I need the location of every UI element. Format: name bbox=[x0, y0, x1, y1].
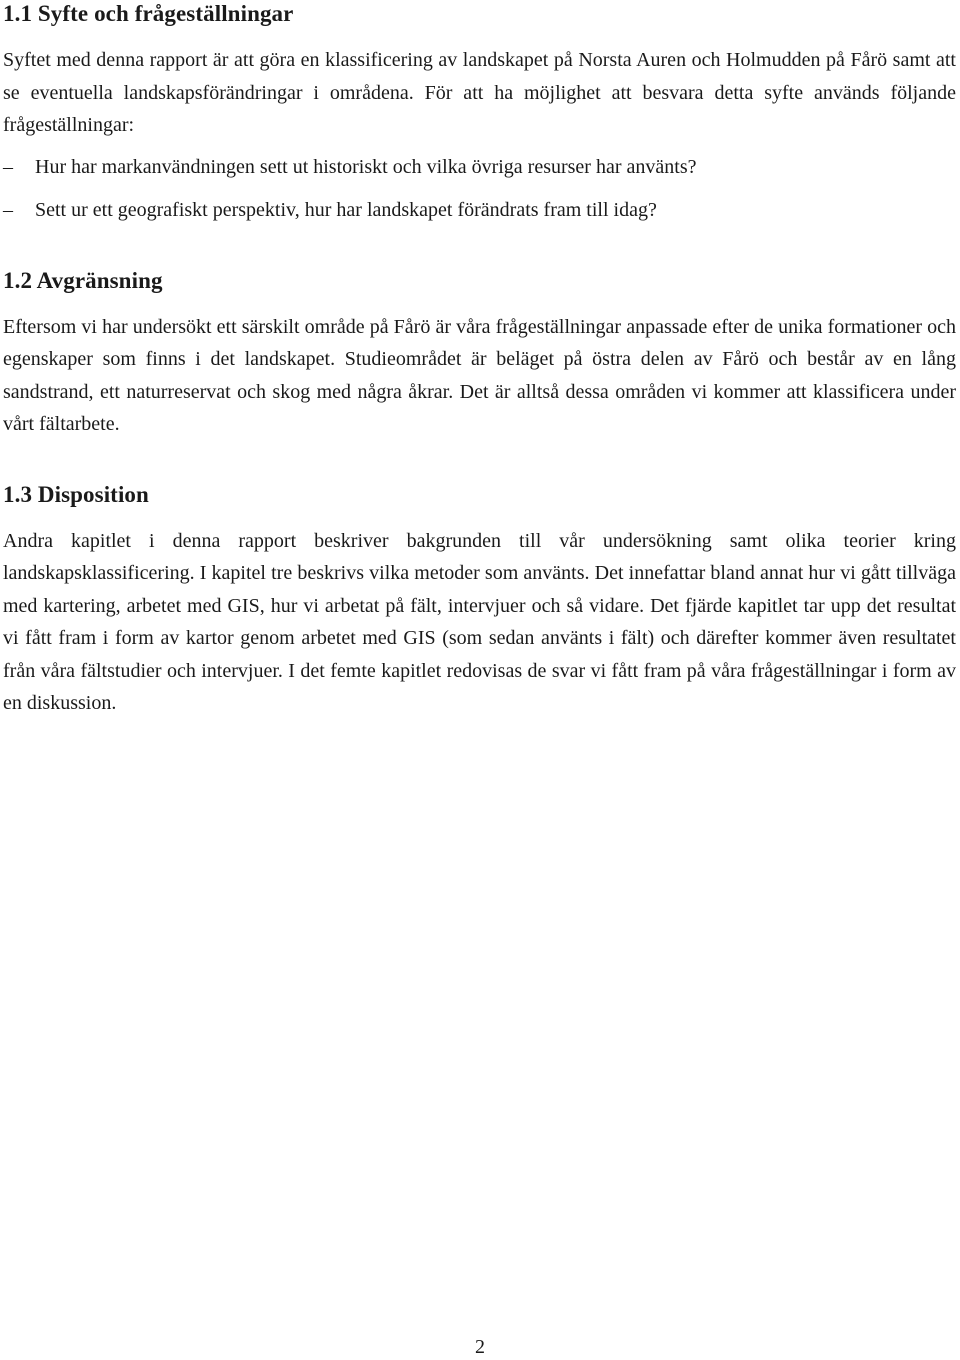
section-heading-avgransning: 1.2 Avgränsning bbox=[3, 267, 163, 293]
research-question-text: Sett ur ett geografiskt perspektiv, hur har landskapet förändrats fram till idag? bbox=[35, 199, 657, 221]
section-paragraph-syfte: Syftet med denna rapport är att göra en klassificering av landskapet på Norsta Auren och Holmudden på Fårö samt att se eventuella landskapsförändringar i områdena. För att ha möjlighet att besvara detta syfte används följande frågeställningar: bbox=[3, 49, 956, 136]
research-question-text: Hur har markanvändningen sett ut historiskt och vilka övriga resurser har använts? bbox=[35, 155, 697, 178]
page-number: 2 bbox=[475, 1336, 485, 1358]
section-heading-disposition: 1.3 Disposition bbox=[3, 481, 149, 507]
page-content bbox=[3, 0, 956, 720]
dash-bullet: – bbox=[3, 155, 13, 178]
research-questions-list bbox=[3, 151, 956, 227]
research-question-item bbox=[3, 151, 956, 184]
section-paragraph-disposition: Andra kapitlet i denna rapport beskriver bakgrunden till vår undersökning samt olika teorier kring landskapsklassificering. I kapitel tre beskrivs vilka metoder som använts. Det innefattar bland annat hur vi gått tillväga med kartering, arbetet med GIS, hur vi arbetat på fält, intervjuer och så vidare. Det fjärde kapitlet tar upp det resultat vi fått fram i form av kartor genom arbetet med GIS (som sedan använts i fält) och därefter kommer även resultatet från våra fältstudier och intervjuer. I det femte kapitlet redovisas de svar vi fått fram på våra frågeställningar i form av en diskussion. bbox=[3, 529, 956, 714]
dash-bullet: – bbox=[3, 199, 13, 221]
section-paragraph-avgransning: Eftersom vi har undersökt ett särskilt område på Fårö är våra frågeställningar anpassade efter de unika formationer och egenskaper som finns i det landskapet. Studieområdet är beläget på östra delen av Fårö och består av en lång sandstrand, ett naturreservat och skog med några åkrar. Det är alltså dessa områden vi kommer att klassificera under vårt fältarbete. bbox=[3, 315, 956, 435]
section-heading-syfte: 1.1 Syfte och frågeställningar bbox=[3, 1, 294, 26]
research-question-item bbox=[3, 194, 956, 227]
